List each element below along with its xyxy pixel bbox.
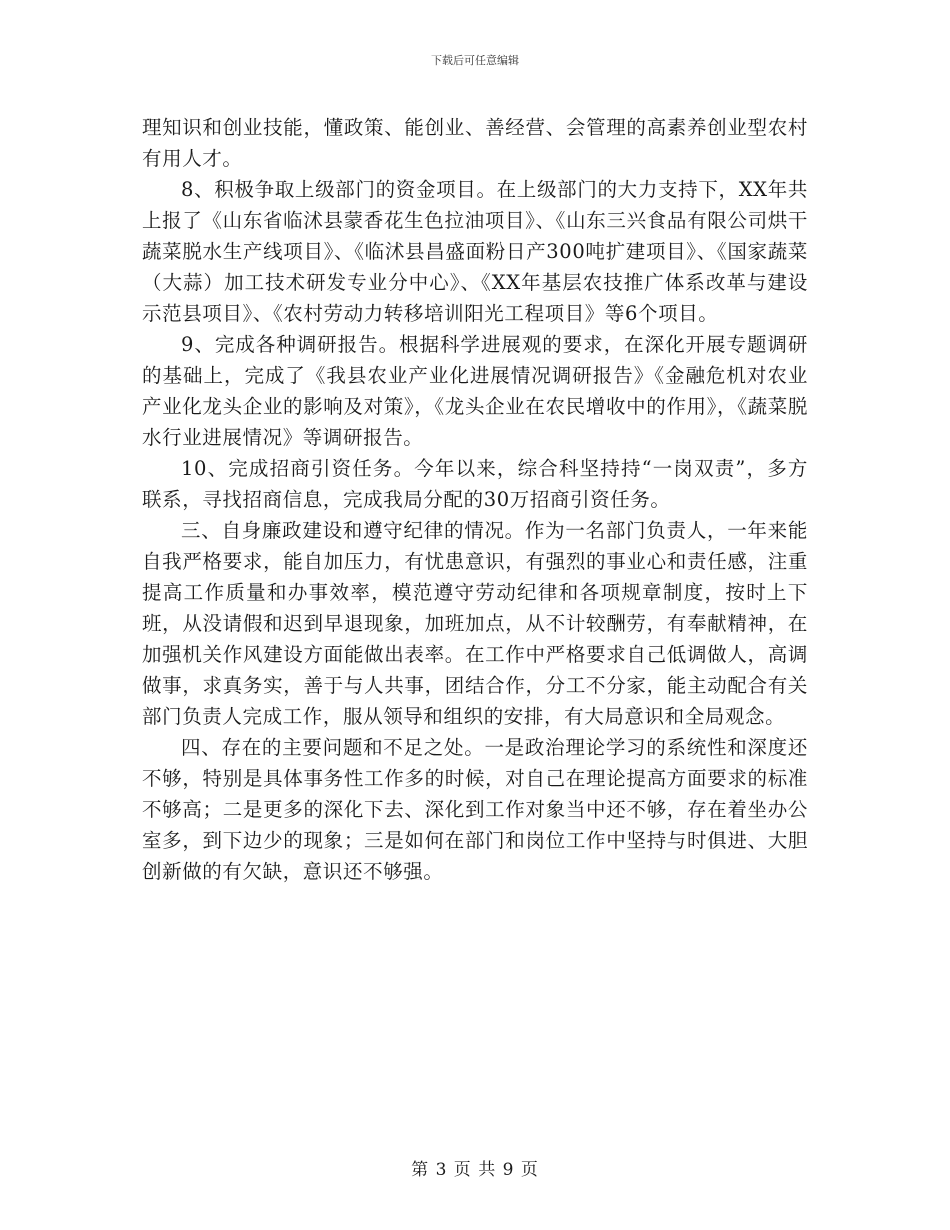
paragraph-item-10-investment-task: 10、完成招商引资任务。今年以来，综合科坚持持“一岗双责”，多方联系，寻找招商信息，完成我局分配的30万招商引资任务。	[142, 457, 808, 511]
paragraph-item-9-research-reports: 9、完成各种调研报告。根据科学进展观的要求，在深化开展专题调研的基础上，完成了《我县农业产业化进展情况调研报告》《金融危机对农业产业化龙头企业的影响及对策》，《龙头企业在农民增收中的作用》，《蔬菜脱水行业进展情况》等调研报告。	[142, 333, 808, 449]
page-header-note: 下载后可任意编辑	[431, 54, 519, 67]
paragraph-continuation: 理知识和创业技能，懂政策、能创业、善经营、会管理的高素养创业型农村有用人才。	[142, 116, 808, 170]
paragraph-section-3-integrity-discipline: 三、自身廉政建设和遵守纪律的情况。作为一名部门负责人，一年来能自我严格要求，能自加压力，有忧患意识，有强烈的事业心和责任感，注重提高工作质量和办事效率，模范遵守劳动纪律和各项规章制度，按时上下班，从没请假和迟到早退现象，加班加点，从不计较酬劳，有奉献精神，在加强机关作风建设方面能做出表率。在工作中严格要求自己低调做人，高调做事，求真务实，善于与人共事，团结合作，分工不分家，能主动配合有关部门负责人完成工作，服从领导和组织的安排，有大局意识和全局观念。	[142, 519, 808, 728]
paragraph-section-4-problems: 四、存在的主要问题和不足之处。一是政治理论学习的系统性和深度还不够，特别是具体事务性工作多的时候，对自己在理论提高方面要求的标准不够高；二是更多的深化下去、深化到工作对象当中还不够，存在着坐办公室多，到下边少的现象；三是如何在部门和岗位工作中坚持与时俱进、大胆创新做的有欠缺，意识还不够强。	[142, 736, 808, 883]
page-number-footer: 第 3 页 共 9 页	[411, 1160, 539, 1180]
paragraph-item-8-funding-projects: 8、积极争取上级部门的资金项目。在上级部门的大力支持下，XX年共上报了《山东省临沭县蒙香花生色拉油项目》、《山东三兴食品有限公司烘干蔬菜脱水生产线项目》、《临沭县昌盛面粉日产300吨扩建项目》、《国家蔬菜（大蒜）加工技术研发专业分中心》、《XX年基层农技推广体系改革与建设示范县项目》、《农村劳动力转移培训阳光工程项目》等6个项目。	[142, 178, 808, 325]
document-body	[142, 112, 808, 887]
